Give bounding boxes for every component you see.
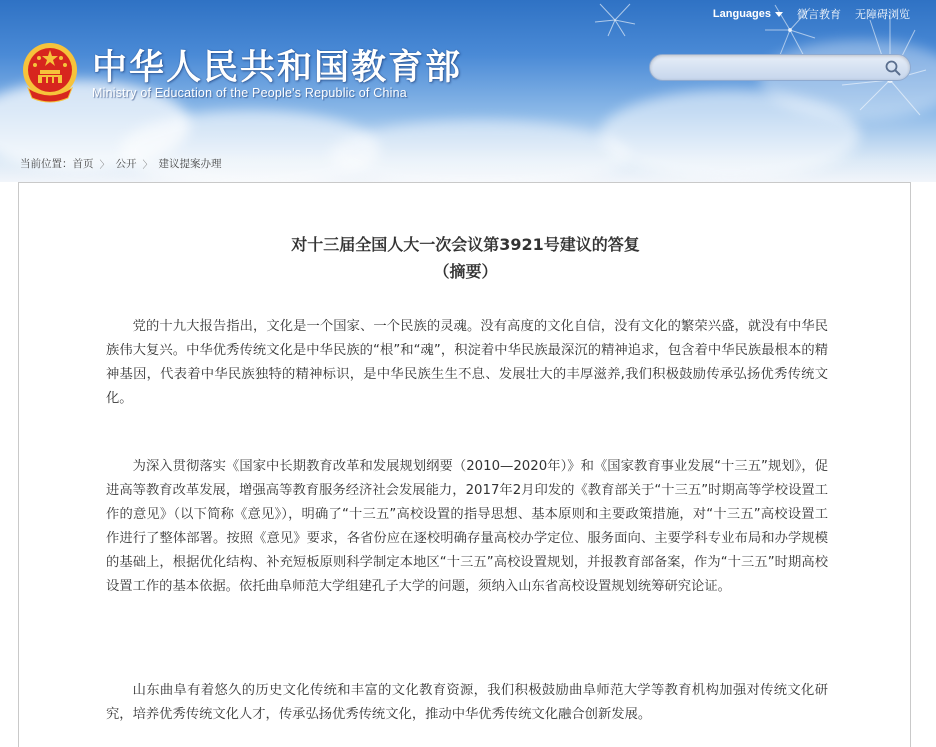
article-paragraph: 为深入贯彻落实《国家中长期教育改革和发展规划纲要（2010—2020年）》和《国家教育事业发展“十三五”规划》，促进高等教育改革发展，增强高等教育服务经济社会发展能力，2017年2月印发的《教育部关于“十三五”时期高等学校设置工作的意见》（以下简称《意见》），明确了“十三五”高校设置的指导思想、基本原则和主要政策措施，对“十三五”高校设置工作进行了整体部署。按照《意见》要求，各省份应在逐校明确存量高校办学定位、服务面向、主要学科专业布局和办学规模的基础上，根据优化结构、补充短板原则科学制定本地区“十三五”高校设置规划，并报教育部备案，作为“十三五”时期高校设置工作的基本依据。依托曲阜师范大学组建孔子大学的问题，须纳入山东省高校设置规划统筹研究论证。 (106, 459, 828, 594)
search-icon[interactable] (884, 59, 902, 77)
article-paragraph: 山东曲阜有着悠久的历史文化传统和丰富的文化教育资源，我们积极鼓励曲阜师范大学等教育机构加强对传统文化研究，培养优秀传统文化人才，传承弘扬优秀传统文化，推动中华优秀传统文化融合创新发展。 (106, 683, 828, 722)
top-links (713, 6, 910, 22)
breadcrumb-disclosure[interactable]: 公开 (115, 158, 137, 170)
weibo-link[interactable]: 微言教育 (797, 8, 841, 21)
breadcrumb-separator: 〉 (142, 160, 153, 171)
dandelion-decoration-icon (580, 0, 650, 40)
breadcrumb-home[interactable]: 首页 (72, 158, 94, 170)
article-panel (18, 182, 911, 747)
languages-dropdown[interactable] (713, 8, 783, 20)
breadcrumb-separator: 〉 (99, 160, 110, 171)
site-subtitle: Ministry of Education of the People's Republic of China (92, 86, 407, 100)
chevron-down-icon (775, 12, 783, 17)
search-box (649, 54, 911, 81)
article-subtitle: （摘要） (433, 262, 498, 281)
header-banner (0, 0, 936, 182)
breadcrumb-prefix: 当前位置： (20, 158, 73, 170)
search-input[interactable] (660, 58, 880, 78)
site-title[interactable]: 中华人民共和国教育部 (92, 48, 463, 88)
article-paragraph: 党的十九大报告指出，文化是一个国家、一个民族的灵魂。没有高度的文化自信，没有文化的繁荣兴盛，就没有中华民族伟大复兴。中华优秀传统文化是中华民族的“根”和“魂”，积淀着中华民族最深沉的精神追求，包含着中华民族最根本的精神基因，代表着中华民族独特的精神标识，是中华民族生生不息、发展壮大的丰厚滋养,我们积极鼓励传承弘扬优秀传统文化。 (106, 319, 828, 406)
article-title: 对十三届全国人大一次会议第3921号建议的答复 (291, 235, 640, 254)
breadcrumb (20, 156, 222, 171)
accessibility-link[interactable]: 无障碍浏览 (855, 8, 910, 21)
national-emblem-icon[interactable] (20, 40, 80, 104)
languages-label: Languages (712, 8, 771, 20)
breadcrumb-proposals[interactable]: 建议提案办理 (158, 158, 222, 170)
